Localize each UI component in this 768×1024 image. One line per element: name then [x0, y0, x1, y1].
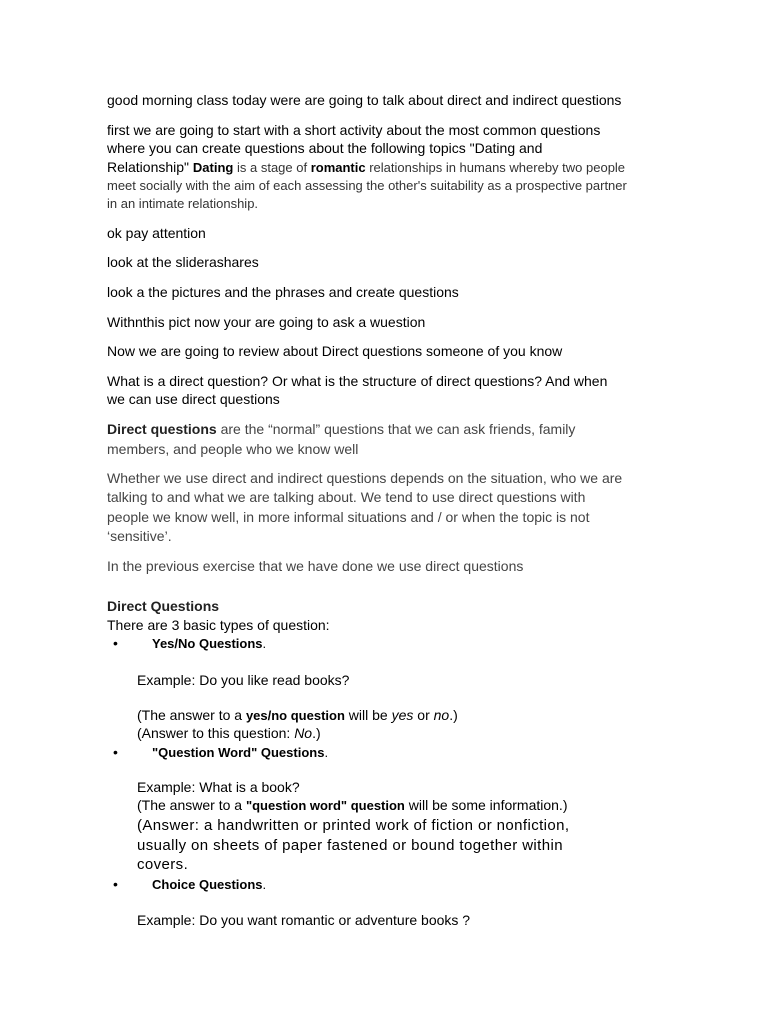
text-span: Relationship": [107, 159, 193, 175]
paragraph-line: in an intimate relationship.: [107, 196, 259, 211]
answer-line: usually on sheets of paper fastened or bound together within: [137, 837, 563, 854]
greeting-line: good morning class today were are going to talk about direct and indirect questions: [107, 92, 622, 108]
text-span: "Question Word" Questions: [152, 745, 325, 760]
text-span: or: [413, 707, 434, 723]
text-line: we can use direct questions: [107, 391, 280, 407]
bullet-icon: •: [113, 635, 118, 651]
text-span: .): [449, 707, 458, 723]
example-line: Example: What is a book?: [137, 779, 300, 795]
text-span: relationships in humans whereby two people: [365, 160, 626, 175]
bullet-icon: •: [113, 744, 118, 760]
italic-term: yes: [391, 707, 414, 723]
text-line: look a the pictures and the phrases and create questions: [107, 284, 459, 300]
text-span: .: [262, 877, 267, 892]
answer-line: (Answer: a handwritten or printed work of fiction or nonfiction,: [137, 817, 570, 834]
text-span: Yes/No Questions: [152, 636, 263, 651]
answer-line: [137, 725, 321, 741]
text-line: ‘sensitive’.: [107, 528, 172, 544]
paragraph-line: [107, 159, 625, 177]
text-line: Withnthis pict now your are going to ask a wuestion: [107, 314, 426, 330]
bold-term: Direct questions: [107, 421, 217, 437]
example-line: Example: Do you like read books?: [137, 672, 350, 688]
list-item-heading: [152, 745, 328, 760]
text-span: (The answer to a: [137, 707, 246, 723]
answer-line: [137, 707, 458, 723]
list-item-heading: [152, 877, 266, 892]
paragraph-line: where you can create questions about the following topics "Dating and: [107, 140, 543, 156]
text-line: What is a direct question? Or what is the structure of direct questions? And when: [107, 373, 608, 389]
text-line: Now we are going to review about Direct questions someone of you know: [107, 343, 563, 359]
text-span: (The answer to a: [137, 797, 246, 813]
text-span: are the “normal” questions that we can ask friends, family: [216, 421, 576, 437]
text-line: look at the sliderashares: [107, 254, 259, 270]
text-line: members, and people who we know well: [107, 441, 359, 457]
section-intro: There are 3 basic types of question:: [107, 617, 330, 633]
text-span: Choice Questions: [152, 877, 263, 892]
text-line: ok pay attention: [107, 225, 206, 241]
text-line: [107, 421, 575, 437]
text-span: is a stage of: [233, 160, 311, 175]
section-heading: Direct Questions: [107, 598, 220, 614]
answer-line: covers.: [137, 856, 189, 873]
text-span: .: [324, 745, 329, 760]
text-line: people we know well, in more informal situations and / or when the topic is not: [107, 509, 590, 525]
list-item-heading: [152, 636, 266, 651]
answer-line: [137, 797, 568, 813]
text-line: talking to and what we are talking about. We tend to use direct questions with: [107, 489, 586, 505]
bold-term: "question word" question: [245, 798, 405, 813]
text-span: .): [312, 725, 321, 741]
text-span: .: [262, 636, 267, 651]
paragraph-line: meet socially with the aim of each assessing the other's suitability as a prospective partner: [107, 178, 627, 193]
bold-term: Dating: [192, 160, 234, 175]
italic-term: No: [294, 725, 313, 741]
text-span: will be some information.): [404, 797, 568, 813]
text-line: Whether we use direct and indirect questions depends on the situation, who we are: [107, 470, 623, 486]
text-span: (Answer to this question:: [137, 725, 295, 741]
text-span: will be: [344, 707, 392, 723]
bold-term: romantic: [310, 160, 366, 175]
italic-term: no: [433, 707, 450, 723]
text-line: In the previous exercise that we have done we use direct questions: [107, 558, 524, 574]
bullet-icon: •: [113, 876, 118, 892]
paragraph-line: first we are going to start with a short activity about the most common questions: [107, 122, 601, 138]
example-line: Example: Do you want romantic or adventure books ?: [137, 912, 471, 928]
bold-term: yes/no question: [245, 708, 345, 723]
